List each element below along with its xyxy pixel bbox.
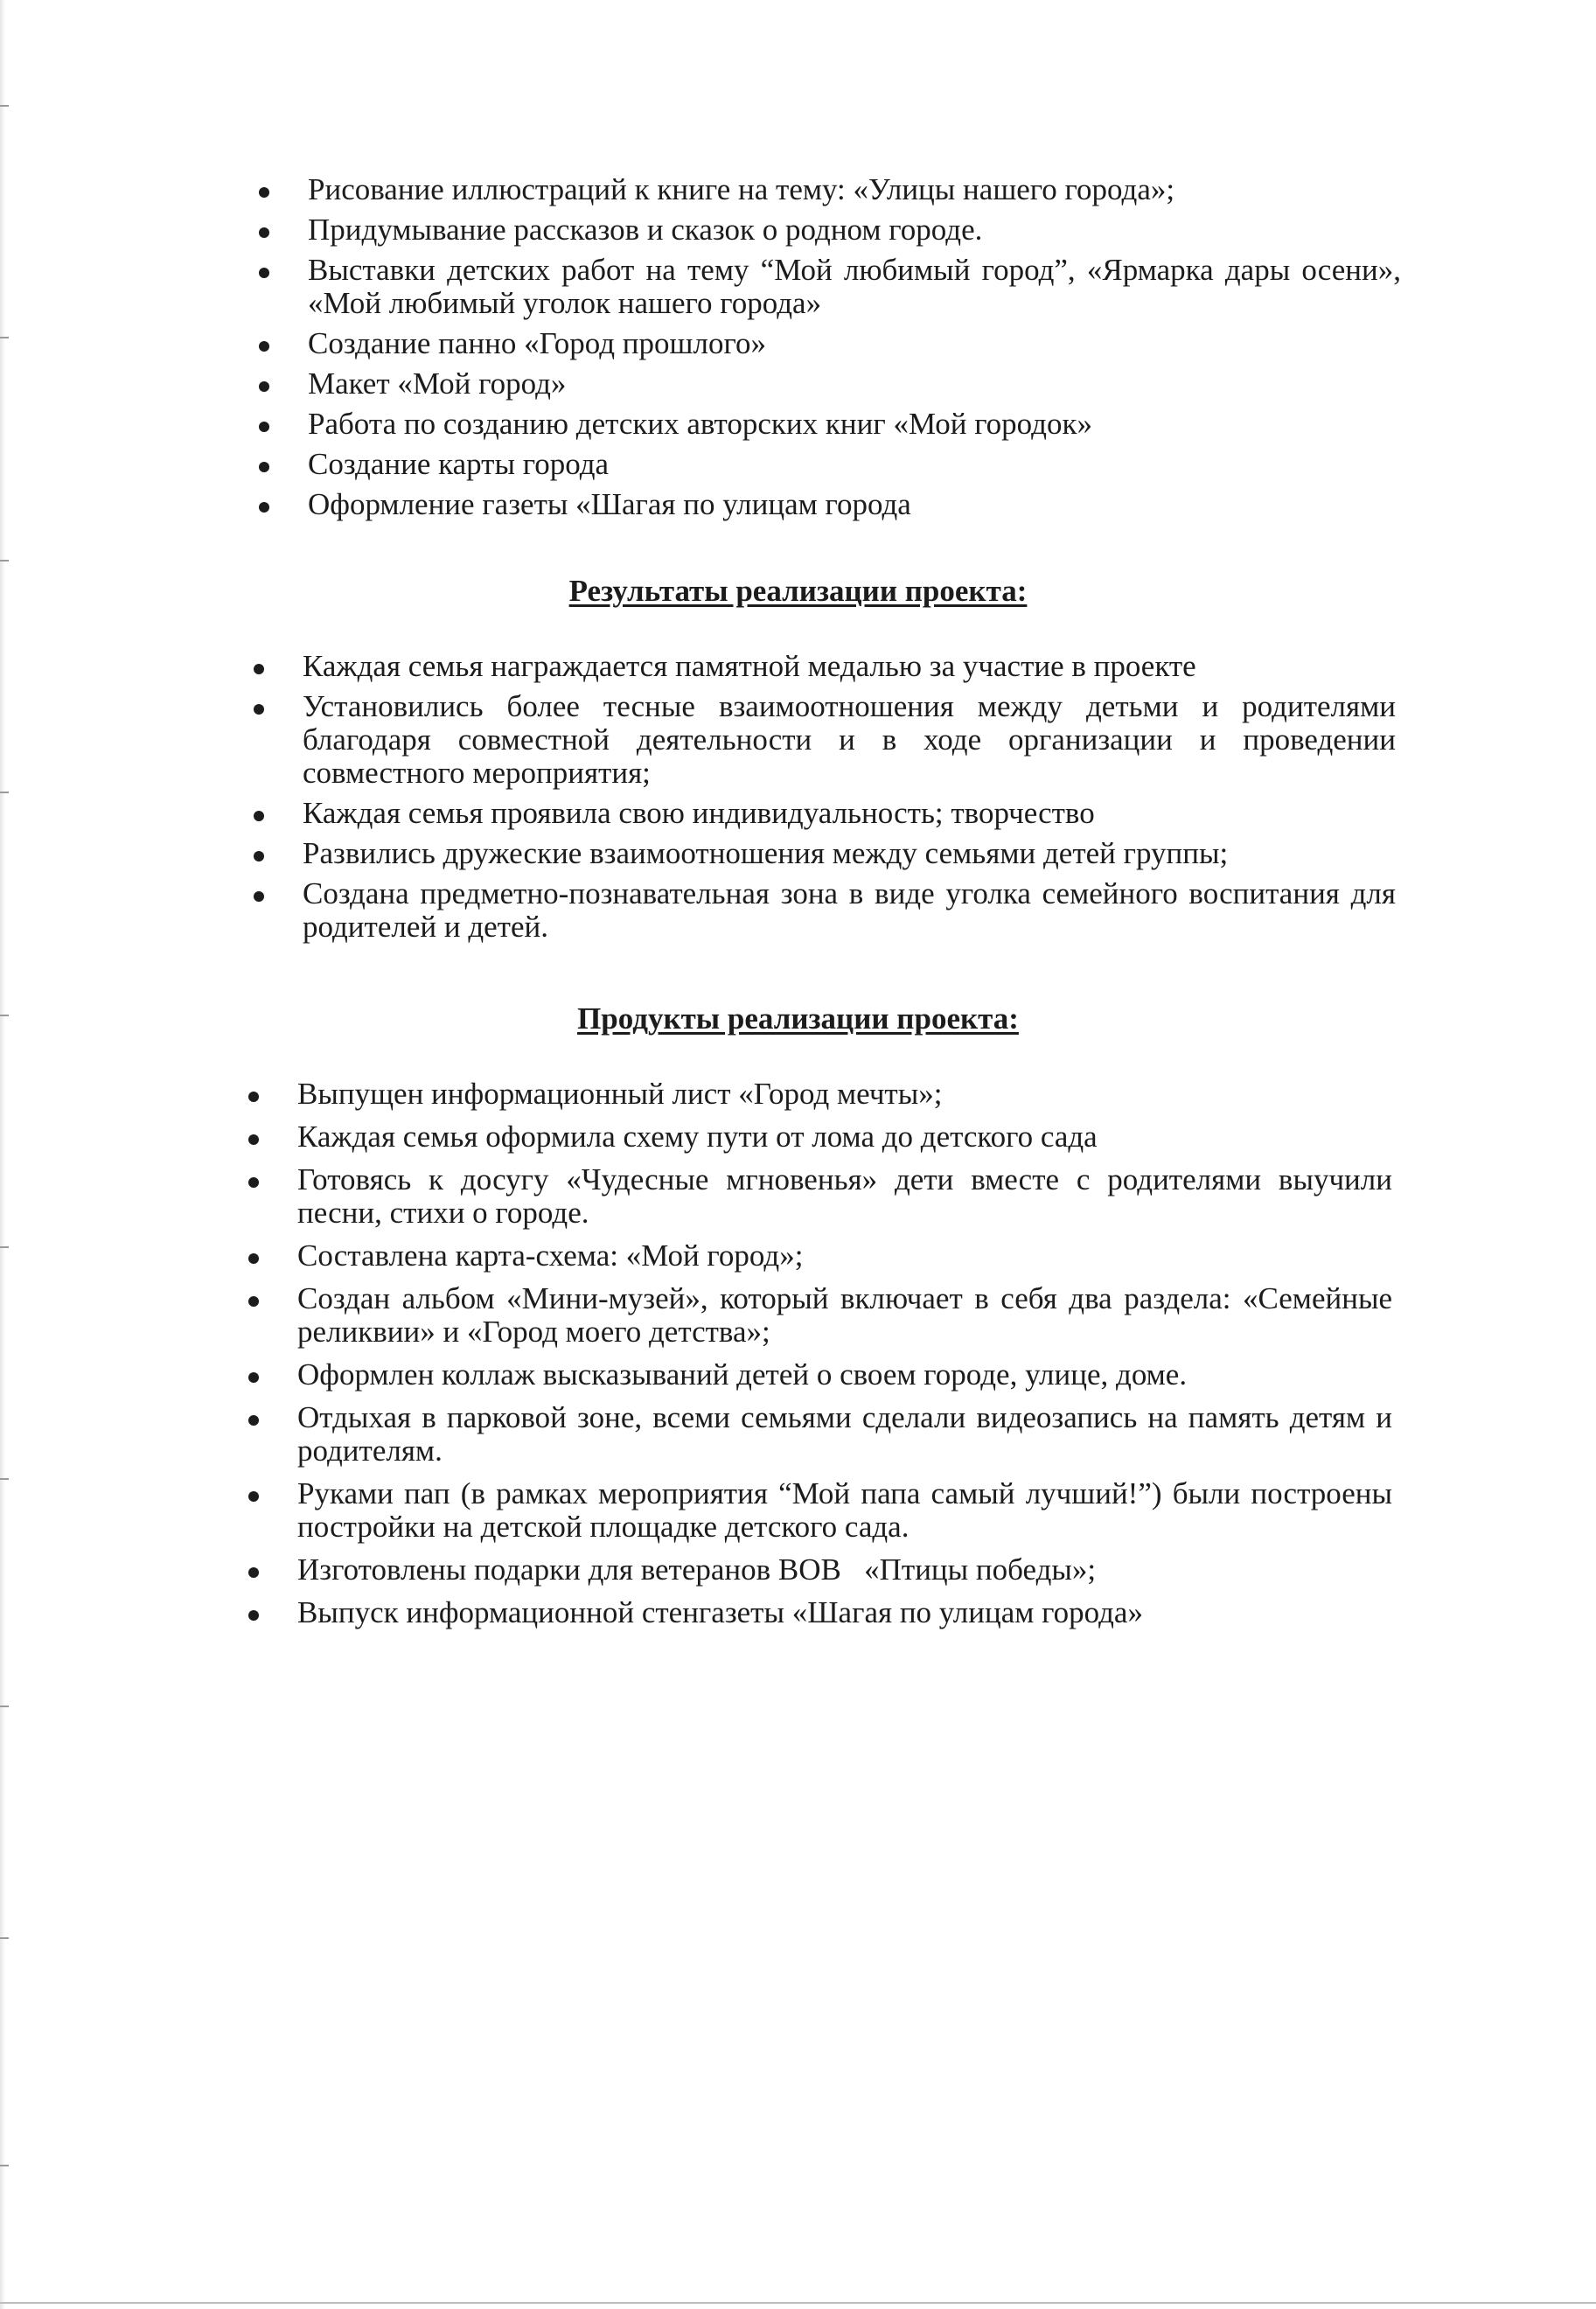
bullet-icon: [259, 268, 269, 278]
products-heading: Продукты реализации проекта:: [577, 1001, 1019, 1036]
list-item: [297, 1239, 1392, 1273]
list-item-text: Руками пап (в рамках мероприятия “Мой папа самый лучший!”) были построены постройки на детской площадке детского сада.: [297, 1476, 1392, 1544]
bullet-icon: [248, 1610, 259, 1621]
list-item-text: Рисование иллюстраций к книге на тему: «Улицы нашего города»;: [308, 172, 1175, 206]
scan-edge-mark: [0, 560, 9, 562]
list-item-text: Отдыхая в парковой зоне, всеми семьями сделали видеозапись на память детям и родителям.: [297, 1400, 1392, 1468]
bullet-icon: [248, 1296, 259, 1307]
bullet-icon: [254, 704, 264, 715]
list-item: [308, 213, 1401, 247]
list-item: [308, 173, 1401, 206]
activities-list: [308, 173, 1401, 528]
bullet-icon: [248, 1092, 259, 1102]
bullet-icon: [259, 187, 269, 198]
list-item-text: Каждая семья награждается памятной медалью за участие в проекте: [303, 649, 1196, 683]
list-item-text: Составлена карта-схема: «Мой город»;: [297, 1238, 804, 1273]
bullet-icon: [248, 1415, 259, 1426]
bullet-icon: [254, 811, 264, 821]
list-item-text: Создан альбом «Мини-музей», который включает в себя два раздела: «Семейные реликвии» и «Город моего детства»;: [297, 1281, 1392, 1349]
bullet-icon: [248, 1253, 259, 1264]
scan-edge-shadow: [0, 0, 5, 2309]
list-item-text: Создана предметно-познавательная зона в виде уголка семейного воспитания для родителей и детей.: [303, 876, 1396, 944]
results-list: [303, 650, 1396, 951]
list-item: [308, 327, 1401, 360]
scan-edge-mark: [0, 105, 9, 107]
list-item-text: Оформление газеты «Шагая по улицам города: [308, 487, 911, 521]
list-item: [297, 1163, 1392, 1230]
list-item-text: Каждая семья оформила схему пути от лома до детского сада: [297, 1120, 1098, 1154]
list-item: [308, 254, 1401, 320]
list-item: [303, 690, 1396, 790]
list-item: [297, 1358, 1392, 1392]
bullet-icon: [259, 341, 269, 352]
list-item-text: Установились более тесные взаимоотношения между детьми и родителями благодаря совместной деятельности и в ходе организации и проведении совместного мероприятия;: [303, 689, 1396, 790]
bullet-icon: [259, 227, 269, 238]
list-item-text: Выставки детских работ на тему “Мой любимый город”, «Ярмарка дары осени», «Мой любимый уголок нашего города»: [308, 253, 1401, 320]
list-item: [303, 877, 1396, 944]
list-item-text: Создание панно «Город прошлого»: [308, 326, 766, 360]
list-item: [308, 448, 1401, 481]
scan-edge-mark: [0, 1478, 9, 1480]
list-item: [308, 408, 1401, 441]
list-item-text: Выпуск информационной стенгазеты «Шагая по улицам города»: [297, 1595, 1143, 1629]
scan-edge-mark: [0, 2165, 9, 2166]
list-item-text: Каждая семья проявила свою индивидуальность; творчество: [303, 796, 1095, 830]
list-item-text: Развились дружеские взаимоотношения между семьями детей группы;: [303, 836, 1229, 870]
list-item: [297, 1401, 1392, 1468]
list-item: [297, 1596, 1392, 1629]
list-item: [308, 367, 1401, 401]
list-item-text: Придумывание рассказов и сказок о родном городе.: [308, 213, 983, 247]
scan-edge-mark: [0, 1706, 9, 1707]
bullet-icon: [254, 664, 264, 674]
list-item-text: Выпущен информационный лист «Город мечты»;: [297, 1077, 943, 1111]
list-item-text: Изготовлены подарки для ветеранов ВОВ «Птицы победы»;: [297, 1552, 1097, 1587]
list-item-text: Готовясь к досугу «Чудесные мгновенья» дети вместе с родителями выучили песни, стихи о городе.: [297, 1162, 1392, 1230]
bullet-icon: [248, 1567, 259, 1578]
scan-edge-mark: [0, 1937, 9, 1939]
results-heading: Результаты реализации проекта:: [568, 574, 1028, 608]
list-item: [297, 1477, 1392, 1544]
list-item: [303, 797, 1396, 830]
list-item: [297, 1120, 1392, 1154]
list-item: [297, 1553, 1392, 1587]
list-item: [297, 1078, 1392, 1111]
bullet-icon: [248, 1372, 259, 1383]
bullet-icon: [259, 462, 269, 472]
bullet-icon: [259, 381, 269, 392]
bullet-icon: [254, 851, 264, 862]
bullet-icon: [248, 1491, 259, 1502]
scan-edge-mark: [0, 337, 9, 338]
scan-edge-mark: [0, 792, 9, 793]
bullet-icon: [259, 422, 269, 432]
bullet-icon: [248, 1134, 259, 1145]
page-bottom-rule: [0, 2302, 1596, 2304]
list-item: [308, 488, 1401, 521]
list-item: [303, 837, 1396, 870]
list-item: [297, 1282, 1392, 1349]
list-item-text: Создание карты города: [308, 447, 610, 481]
list-item: [303, 650, 1396, 683]
list-item-text: Оформлен коллаж высказываний детей о своем городе, улице, доме.: [297, 1357, 1188, 1392]
bullet-icon: [248, 1177, 259, 1188]
bullet-icon: [259, 502, 269, 513]
bullet-icon: [254, 891, 264, 902]
scan-edge-mark: [0, 1246, 9, 1248]
list-item-text: Работа по созданию детских авторских книг «Мой городок»: [308, 407, 1092, 441]
list-item-text: Макет «Мой город»: [308, 366, 567, 401]
products-list: [297, 1078, 1392, 1639]
